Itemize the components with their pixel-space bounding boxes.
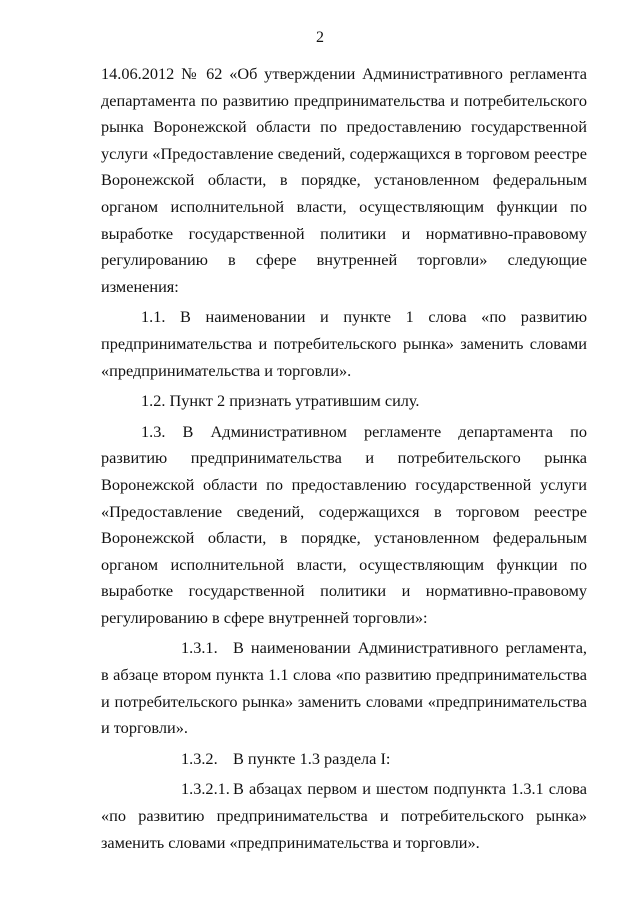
paragraph-1-3: 1.3. В Административном регламенте департамента по развитию предпринимательства и потребительского рынка Воронежской области по предоставлению государственной услуги «Предоставление сведений, содержащихся в торговом реестре Воронежской области, в порядке, установленном федеральным органом исполнительной власти, осуществляющим функции по выработке государственной политики и нормативно-правовому регулированию в сфере внутренней торговли»: bbox=[101, 421, 587, 627]
paragraph-1-3-1-number: 1.3.1. bbox=[181, 638, 218, 658]
paragraph-1-3-2 bbox=[101, 746, 587, 773]
document-body bbox=[101, 61, 587, 856]
paragraph-1-3-2-number: 1.3.2. bbox=[181, 748, 218, 768]
paragraph-1-3-2-1-text: В абзацах первом и шестом подпункта 1.3.1 слова «по развитию предпринимательства и потребительского рынка» заменить словами «предпринимательства и торговли». bbox=[101, 779, 587, 852]
paragraph-1-3-2-text: В пункте 1.3 раздела I: bbox=[233, 748, 391, 768]
paragraph-1-1: 1.1. В наименовании и пункте 1 слова «по развитию предпринимательства и потребительского рынка» заменить словами «предпринимательства и торговли». bbox=[101, 307, 587, 380]
paragraph-1-3-2-1 bbox=[101, 776, 587, 856]
paragraph-1-3-1-text: В наименовании Административного регламента, в абзаце втором пункта 1.1 слова «по развитию предпринимательства и потребительского рынка» заменить словами «предпринимательства и торговли». bbox=[101, 638, 587, 738]
paragraph-1-3-2-1-number: 1.3.2.1. bbox=[181, 779, 230, 799]
page-number: 2 bbox=[316, 29, 324, 46]
paragraph-1-2: 1.2. Пункт 2 признать утратившим силу. bbox=[141, 391, 420, 411]
intro-paragraph: 14.06.2012 № 62 «Об утверждении Административного регламента департамента по развитию предпринимательства и потребительского рынка Воронежской области по предоставлению государственной услуги «Предоставление сведений, содержащихся в торговом реестре Воронежской области, в порядке, установленном федеральным органом исполнительной власти, осуществляющим функции по выработке государственной политики и нормативно-правовому регулированию в сфере внутренней торговли» следующие изменения: bbox=[101, 64, 587, 296]
paragraph-1-3-1 bbox=[101, 635, 587, 741]
